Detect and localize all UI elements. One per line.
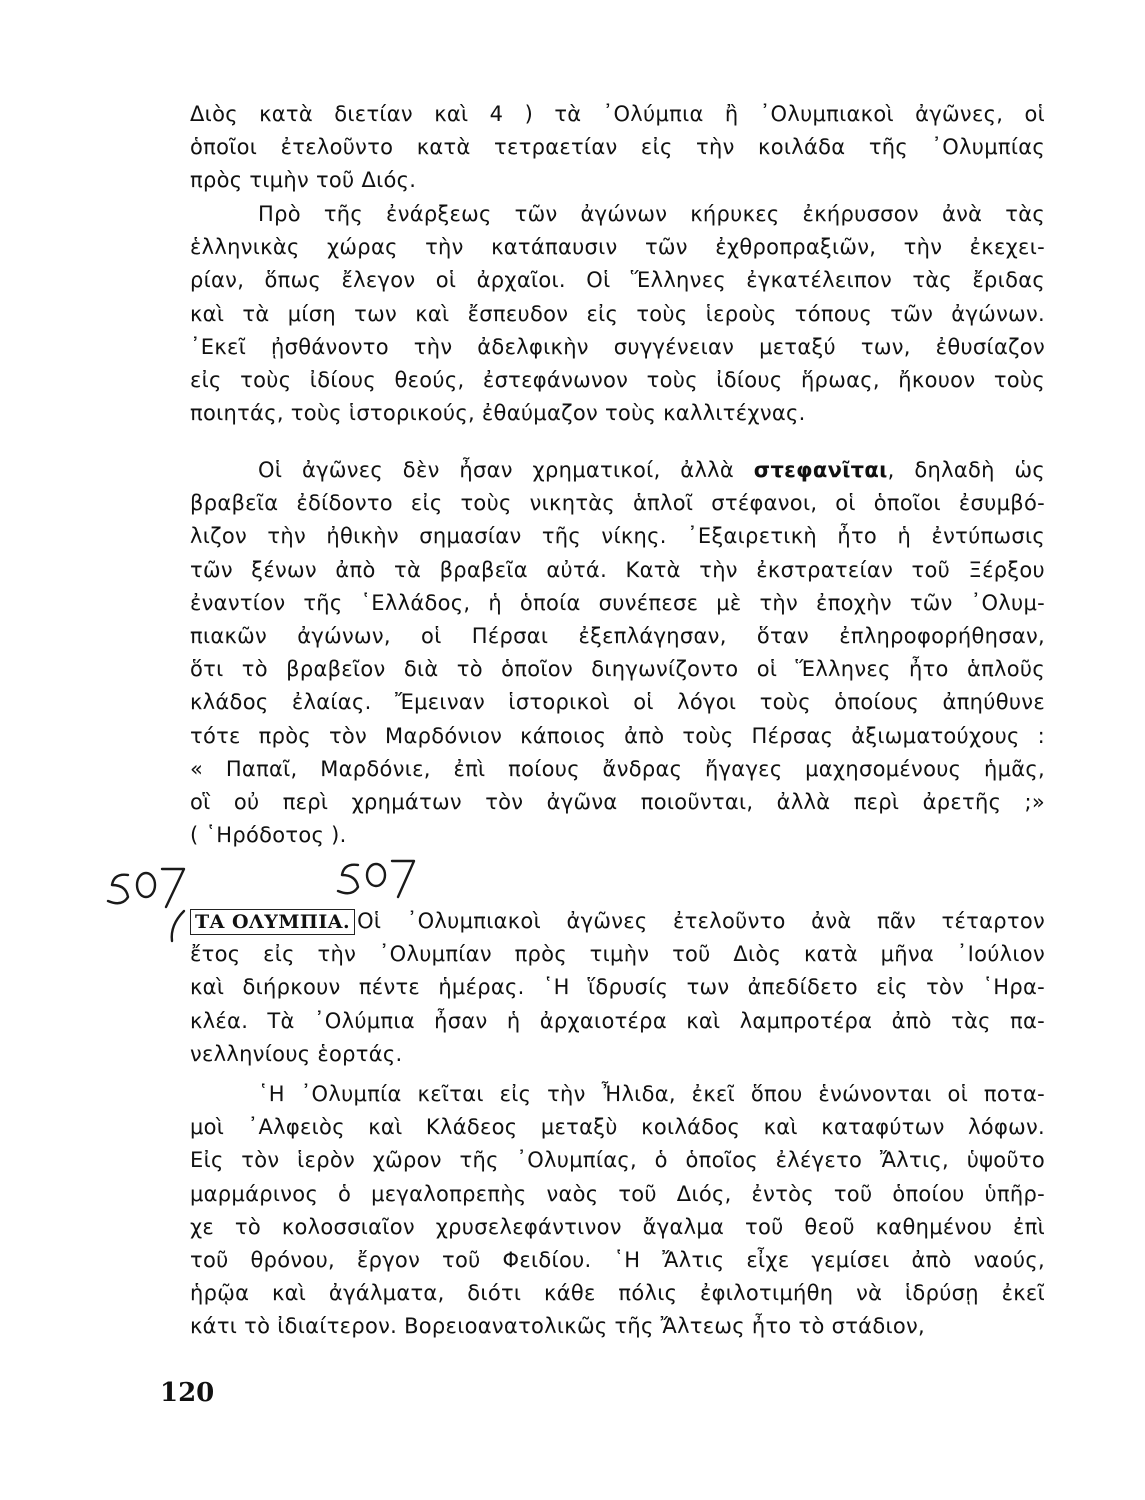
text-line: κλάδος ἐλαίας. Ἔμειναν ἱστορικοὶ οἱ λόγοι τοὺς ὁποίους ἀπηύθυνε xyxy=(190,690,1045,715)
paragraph-ekecheiria xyxy=(190,198,1045,430)
text-line: Οἱ ἀγῶνες δὲν ἦσαν χρηματικοί, ἀλλὰ στεφανῖται, δηλαδὴ ὡς xyxy=(258,458,1045,482)
text-line: νελληνίους ἑορτάς. xyxy=(190,1041,403,1066)
text-line: τῶν ξένων ἀπὸ τὰ βραβεῖα αὐτά. Κατὰ τὴν ἐκστρατείαν τοῦ Ξέρξου xyxy=(190,557,1045,582)
text-line: « Παπαῖ, Μαρδόνιε, ἐπὶ ποίους ἄνδρας ἤγαγες μαχησομένους ἡμᾶς, xyxy=(190,756,1045,781)
text-line: κάτι τὸ ἰδιαίτερον. Βορειοανατολικῶς τῆς Ἄλτεως ἦτο τὸ στάδιον, xyxy=(190,1314,926,1339)
text-line: πρὸς τιμὴν τοῦ Διός. xyxy=(190,168,417,193)
handwritten-note xyxy=(100,855,440,945)
text-line-content: Οἱ ᾿Ολυμπιακοὶ ἀγῶνες ἐτελοῦντο ἀνὰ πᾶν τέταρτον xyxy=(357,909,1045,933)
text-line: ᾿Εκεῖ ᾐσθάνοντο τὴν ἀδελφικὴν συγγένειαν μεταξύ των, ἐθυσίαζον xyxy=(190,334,1045,359)
text-line: καὶ διήρκουν πέντε ἡμέρας. ῾Η ἵδρυσίς των ἀπεδίδετο εἰς τὸν ῾Ηρα- xyxy=(190,975,1045,1000)
text-line: βραβεῖα ἐδίδοντο εἰς τοὺς νικητὰς ἁπλοῖ στέφανοι, οἱ ὁποῖοι ἐσυμβό- xyxy=(190,491,1045,516)
emphasis-word: στεφανῖται xyxy=(753,458,888,482)
page-number: 120 xyxy=(160,1378,215,1408)
text-line: λιζον τὴν ἠθικὴν σημασίαν τῆς νίκης. ᾿Εξαιρετικὴ ἦτο ἡ ἐντύπωσις xyxy=(190,524,1045,549)
paragraph-olympia-location xyxy=(190,1078,1045,1344)
text-line: Διὸς κατὰ διετίαν καὶ 4 ) τὰ ᾿Ολύμπια ἢ ᾿Ολυμπιακοὶ ἀγῶνες, οἱ xyxy=(190,102,1045,126)
text-line: ῾Η ᾿Ολυμπία κεῖται εἰς τὴν Ἦλιδα, ἐκεῖ ὅπου ἑνώνονται οἱ ποτα- xyxy=(258,1082,1045,1106)
text-line: πιακῶν ἀγώνων, οἱ Πέρσαι ἐξεπλάγησαν, ὅταν ἐπληροφορήθησαν, xyxy=(190,624,1045,649)
paragraph-stephanitai xyxy=(190,454,1045,852)
text-line: ὅτι τὸ βραβεῖον διὰ τὸ ὁποῖον διηγωνίζοντο οἱ Ἕλληνες ἦτο ἁπλοῦς xyxy=(190,657,1045,682)
text-line: ρίαν, ὅπως ἔλεγον οἱ ἀρχαῖοι. Οἱ Ἕλληνες ἐγκατέλειπον τὰς ἔριδας xyxy=(190,268,1045,293)
text-line: ( ῾Ηρόδοτος ). xyxy=(190,823,347,848)
text-line: χε τὸ κολοσσιαῖον χρυσελεφάντινον ἄγαλμα τοῦ θεοῦ καθημένου ἐπὶ xyxy=(190,1214,1045,1239)
text-line: τότε πρὸς τὸν Μαρδόνιον κάποιος ἀπὸ τοὺς Πέρσας ἀξιωματούχους : xyxy=(190,723,1045,748)
text-line: εἰς τοὺς ἰδίους θεούς, ἐστεφάνωνον τοὺς ἰδίους ἥρωας, ἤκουον τοὺς xyxy=(190,368,1045,393)
text-line: τοῦ θρόνου, ἔργον τοῦ Φειδίου. ῾Η Ἄλτις εἶχε γεμίσει ἀπὸ ναούς, xyxy=(190,1248,1045,1273)
handwritten-note-text: 507 507 xyxy=(100,855,105,856)
text-line: ἑλληνικὰς χώρας τὴν κατάπαυσιν τῶν ἐχθροπραξιῶν, τὴν ἐκεχει- xyxy=(190,235,1045,260)
text-line: μοὶ ᾿Αλφειὸς καὶ Κλάδεος μεταξὺ κοιλάδος καὶ καταφύτων λόφων. xyxy=(190,1115,1045,1140)
paragraph-intro-continuation xyxy=(190,98,1045,198)
section-heading: ΤΑ ΟΛΥΜΠΙΑ. xyxy=(190,909,355,935)
text-line: ὁποῖοι ἐτελοῦντο κατὰ τετραετίαν εἰς τὴν κοιλάδα τῆς ᾿Ολυμπίας xyxy=(190,135,1045,160)
text-line: ποιητάς, τοὺς ἱστορικούς, ἐθαύμαζον τοὺς καλλιτέχνας. xyxy=(190,401,806,426)
text-line: καὶ τὰ μίση των καὶ ἔσπευδον εἰς τοὺς ἱεροὺς τόπους τῶν ἀγώνων. xyxy=(190,301,1045,326)
text-line: Πρὸ τῆς ἐνάρξεως τῶν ἀγώνων κήρυκες ἐκήρυσσον ἀνὰ τὰς xyxy=(258,202,1045,226)
text-line: ἡρῷα καὶ ἀγάλματα, διότι κάθε πόλις ἐφιλοτιμήθη νὰ ἱδρύσῃ ἐκεῖ xyxy=(190,1281,1045,1306)
text-line: ἔτος εἰς τὴν ᾿Ολυμπίαν πρὸς τιμὴν τοῦ Διὸς κατὰ μῆνα ᾿Ιούλιον xyxy=(190,942,1045,967)
text-line: κλέα. Τὰ ᾿Ολύμπια ἦσαν ἡ ἀρχαιοτέρα καὶ λαμπροτέρα ἀπὸ τὰς πα- xyxy=(190,1008,1045,1033)
text-line: Εἰς τὸν ἱερὸν χῶρον τῆς ᾿Ολυμπίας, ὁ ὁποῖος ἐλέγετο Ἄλτις, ὑψοῦτο xyxy=(190,1148,1045,1173)
text-line: ἐναντίον τῆς ῾Ελλάδος, ἡ ὁποία συνέπεσε μὲ τὴν ἐποχὴν τῶν ᾿Ολυμ- xyxy=(190,590,1045,615)
text-line: οἳ οὐ περὶ χρημάτων τὸν ἀγῶνα ποιοῦνται, ἀλλὰ περὶ ἀρετῆς ;» xyxy=(190,790,1045,815)
text-line: μαρμάρινος ὁ μεγαλοπρεπὴς ναὸς τοῦ Διός, ἐντὸς τοῦ ὁποίου ὑπῆρ- xyxy=(190,1181,1045,1206)
